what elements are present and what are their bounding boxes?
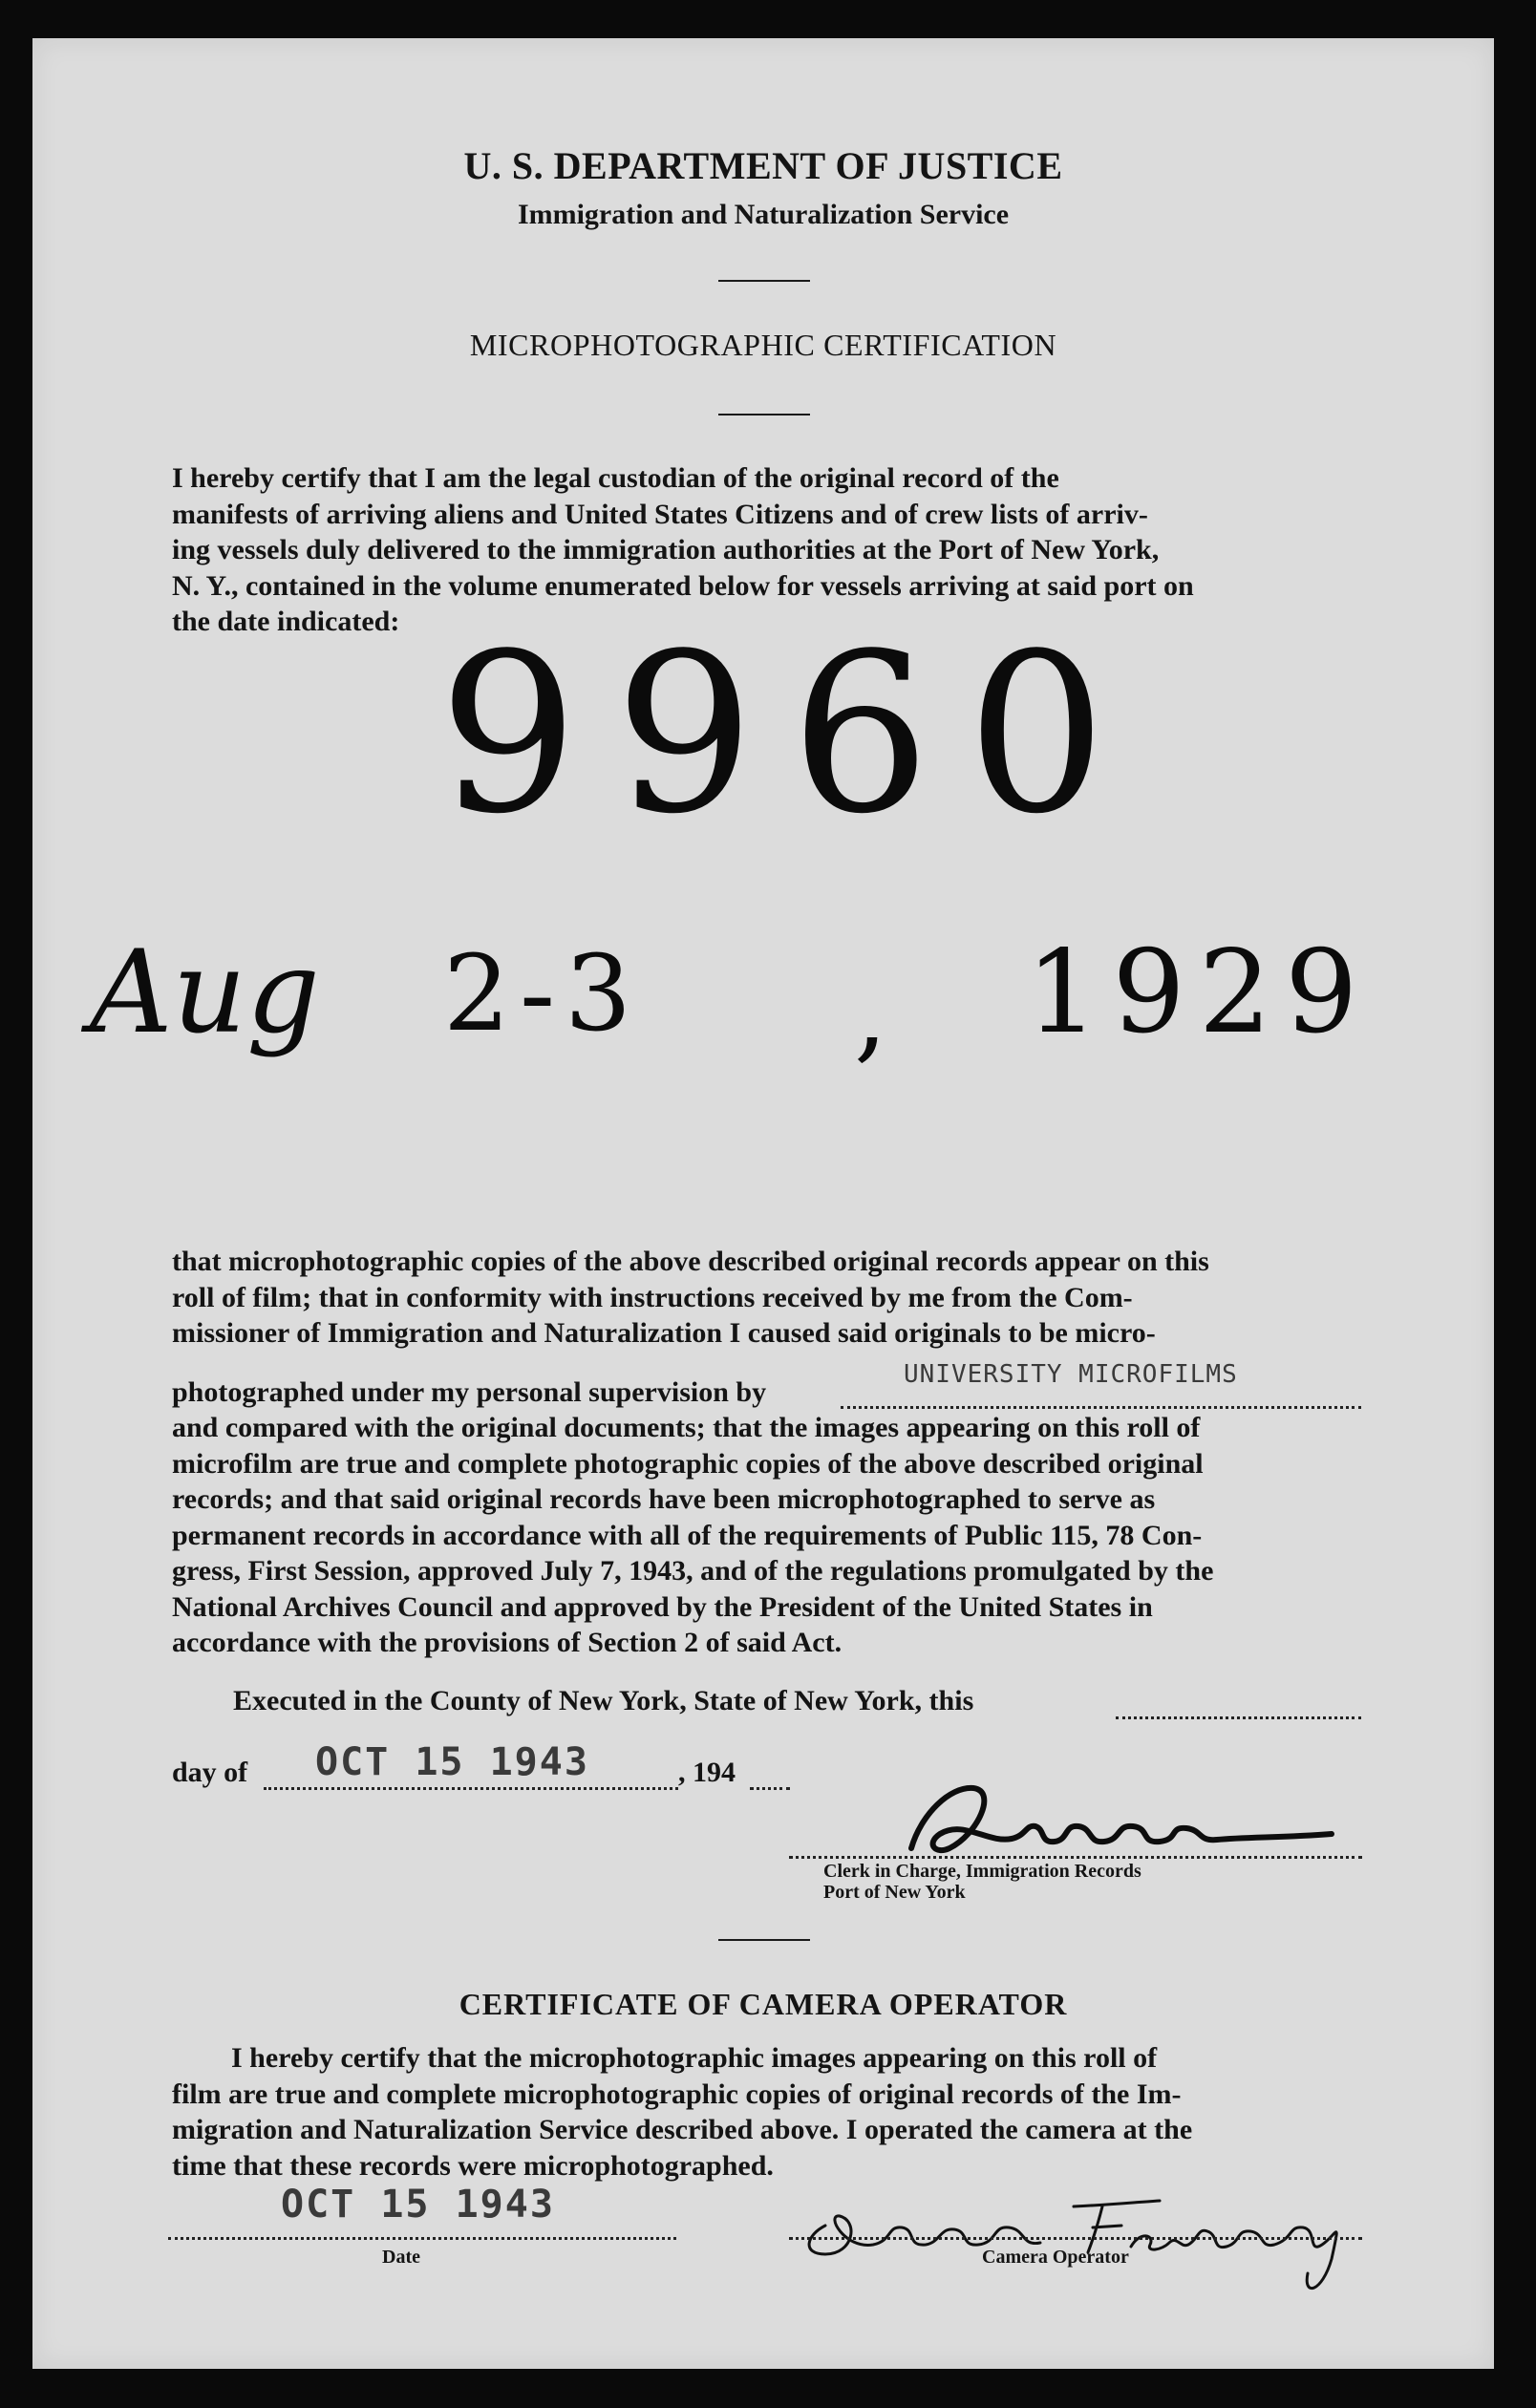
camera-operator-signature-icon	[787, 2168, 1379, 2302]
camera-operator-label: Camera Operator	[982, 2247, 1129, 2268]
supervisor-stamp: UNIVERSITY MICROFILMS	[904, 1360, 1238, 1389]
body-line: permanent records in accordance with all of the requirements of Public 115, 78 Con-	[172, 1519, 1203, 1551]
handwritten-volume-number: 9960	[438, 607, 1143, 863]
body-line: and compared with the original documents; that the images appearing on this roll of	[172, 1412, 1201, 1443]
day-of-label: day of	[172, 1757, 248, 1788]
body-paragraph-bottom	[172, 1410, 1361, 1661]
intro-line: the date indicated:	[172, 606, 400, 637]
intro-line: manifests of arriving aliens and United States Citizens and of crew lists of arriv-	[172, 498, 1148, 530]
body-paragraph-top	[172, 1244, 1361, 1352]
divider	[718, 414, 810, 416]
camera-line: time that these records were microphotographed.	[172, 2149, 774, 2182]
camera-operator-line	[789, 2237, 1362, 2240]
executed-text: Executed in the County of New York, State of New York, this	[233, 1685, 974, 1716]
camera-heading: CERTIFICATE OF CAMERA OPERATOR	[459, 1987, 1068, 2021]
handwritten-comma: ,	[854, 951, 887, 1074]
clerk-signature-line	[789, 1856, 1362, 1859]
intro-line: N. Y., contained in the volume enumerated below for vessels arriving at said port on	[172, 569, 1194, 602]
handwritten-month: Aug	[90, 927, 320, 1059]
supervisor-dotted-line	[841, 1406, 1361, 1409]
supervision-prefix: photographed under my personal supervision by	[172, 1376, 767, 1408]
intro-line: I hereby certify that I am the legal custodian of the original record of the	[172, 462, 1059, 494]
divider	[718, 280, 810, 282]
divider	[718, 1939, 810, 1941]
body-line: roll of film; that in conformity with instructions received by me from the Com-	[172, 1281, 1133, 1313]
service-subheading: Immigration and Naturalization Service	[517, 199, 1010, 230]
camera-line: migration and Naturalization Service described above. I operated the camera at the	[172, 2114, 1193, 2145]
intro-line: ing vessels duly delivered to the immigration authorities at the Port of New York,	[172, 534, 1160, 565]
department-heading: U. S. DEPARTMENT OF JUSTICE	[463, 144, 1063, 187]
year-dotted-line	[750, 1787, 790, 1790]
day-of-date-stamp: OCT 15 1943	[315, 1740, 589, 1784]
body-line: records; and that said original records have been microphotographed to serve as	[172, 1483, 1156, 1515]
camera-date-label: Date	[382, 2247, 420, 2268]
body-line: gress, First Session, approved July 7, 1943, and of the regulations promulgated by the	[172, 1555, 1214, 1587]
year-prefix: , 194	[678, 1757, 736, 1788]
body-line: National Archives Council and approved by the President of the United States in	[172, 1590, 1153, 1623]
camera-date-stamp: OCT 15 1943	[281, 2183, 555, 2227]
executed-dotted-line	[1116, 1716, 1361, 1719]
camera-line: I hereby certify that the microphotographic images appearing on this roll of	[231, 2042, 1158, 2074]
body-line: accordance with the provisions of Section 2 of said Act.	[172, 1627, 843, 1658]
clerk-title-line: Clerk in Charge, Immigration Records	[823, 1861, 1141, 1882]
camera-date-line	[168, 2237, 676, 2240]
clerk-title-line: Port of New York	[823, 1882, 966, 1903]
body-line: that microphotographic copies of the above described original records appear on this	[172, 1246, 1209, 1277]
body-line: missioner of Immigration and Naturalization I caused said originals to be micro-	[172, 1317, 1156, 1349]
camera-line: film are true and complete microphotographic copies of original records of the Im-	[172, 2078, 1182, 2110]
body-line: microfilm are true and complete photographic copies of the above described original	[172, 1447, 1204, 1480]
handwritten-year: 1929	[1026, 927, 1372, 1059]
handwritten-days: 2-3	[443, 932, 642, 1055]
form-title: MICROPHOTOGRAPHIC CERTIFICATION	[469, 328, 1057, 362]
camera-paragraph	[172, 2040, 1361, 2184]
day-of-dotted-line	[264, 1787, 678, 1790]
clerk-title	[823, 1861, 1141, 1903]
certificate-page	[32, 38, 1494, 2369]
